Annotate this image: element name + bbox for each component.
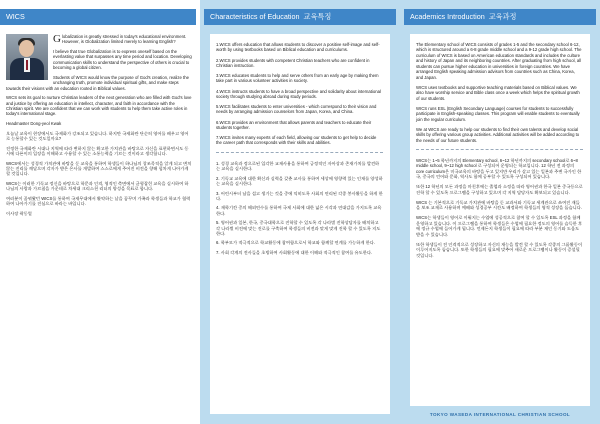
signature: Headmaster Dong-yeol Kwak [6,121,62,127]
list-item: 6. 학부모가 적극적으로 학교활동에 참여함으로서 학교와 함께할 연계를 가능하게 한다. [216,240,376,246]
paragraph: WICS uses textbooks and supportive teaching materials based on Biblical values. We also have worship service and Bible class once a week which helps the spiritual growth of our students. [416,84,580,101]
list-item: 3. 어린시부터 남을 섬고 생기는 것을 중에 익히도록 사회의 연리된 각종 봉사활동을 하게 한다. [216,190,383,201]
korean-paragraph: 또한 학생들이 전 인격적으로 성장하고 자신의 재능을 발견 할 수 있도록 각종의 그룹활동이 이루어지도록 돕습니다. 또한 학생들의 필요에 맞추어 새로운 프로그램이나 활동이 증설될 것입니다. [416,241,583,258]
headmaster-photo [6,34,48,80]
paragraph: WICS sets its goal to nurture Christian leaders of the next generation who are filled with God's love and justice by offering an education in intellect, character, and faith in accordance with the Christian spirit. We are confident that we can work with students to help them take active roles in today's international stage. [6,95,192,117]
divider [216,152,383,153]
list-item: 1. 성경 교육과 정으로된 입각한 교재사용을 통하여 긍정적인 자아상과 존재가치를 발견하는 교육을 실시한다. [216,160,380,172]
title-en: Academics Introduction [410,12,485,21]
korean-paragraph: WICS에서는 성경적 가치관에 바탕을 둔 교육을 통하여 학생들이 하나님의 창조목적을 알게 되고 변치않는 진리를 깨달으며 각자가 받은 은사를 개발하여 스스로에게 주어진 비전을 향해 힘차게 나아가게 할 것입니다. [6,160,192,177]
panel-title [404,9,596,25]
academics-card [410,34,590,406]
panel-title: WICS [0,9,196,25]
title-ko: 교육특징 [303,12,332,21]
korean-paragraph: 여러분이 꿈꿔왔던 WICS를 통하여 국제무대에서 활약하는 날을 꿈꾸며 가족과 학생들과 학교가 협력하여 나아가기를 진심으로 바라는 바입니다. [6,196,191,207]
list-item: 4.WICS instructs students to have a broad perspective and solidarity about international society through studying abroad during study periods. [216,88,381,99]
list-item: 5.WICS facilitates students to enter universities - which correspond to their vision and needs by arranging admission counselors from Japan, Korea, and China. [216,104,377,115]
paragraph: WICS runs ESL (English Secondary Language) courses for students to successfully participate in English-speaking classes. This program will enable students to eventually join the regular curriculum. [416,105,580,122]
divider [416,149,583,150]
panel-body [6,34,192,221]
korean-paragraph: WICS는 이러한 기독교 정신을 바탕으로 학문과 인격, 영적인 측면에서 균형잡힌 교육을 실시하여 하나님의 사랑과 가르침을 가운데로 차세대 크리스천 리더의 양성을 목표로 합니다. [6,181,189,192]
characteristics-card [210,34,390,414]
panel-wics [0,0,200,424]
korean-paragraph: WICS는 1~5 학년까지의 Elementary school, 6~12 학년까지의 secondary school로 6~8 middle school, 9~12 high school 로 구성되어 운영되는 학교입니다. 12 학년 전 과정의 core curriculum은 미국교육의 바탕을 두고 있지만 우리가 살고 있는 일본과 주변 국가인 한국, 중국의 언어와 문화, 역사도 함께 공부할 수 있도록 구성되어 있습니다. [416,158,582,180]
panel-title [204,9,396,25]
characteristics-list-ko [216,161,383,255]
paragraph: Students of WICS would know the purpose of God's creation, realize the unchanging truth, promote individual spiritual gifts, and make steps towards their visions with an education rooted in Biblical values. [6,74,189,91]
korean-paragraph: WICS는 학생들이 영어로 이뤄지는 수업에 성공적으로 참여 할 수 있도록 ESL 과정을 함께 운영하고 있습니다. 이 프로그램을 통하여 학생들은 수업에 필요한 정도의 영어를 습득한 후에 정규 수업에 들어가게 됩니다. 언제든지 학생들이 필요에 따라 부분 재인 동기와 도움도 받을 수 있습니다. [416,215,583,237]
drop-cap: G [53,33,61,45]
title-ko: 교육과정 [488,12,517,21]
list-item: 6.WICS provides an environment that allows parents and teachers to educate their students together. [216,119,372,130]
list-item: 7. 사회 각계의 전사들을 초빙하여 사회활동에 대한 이해와 적극적인 참여를 유도한다. [216,249,373,255]
paragraph: I believe that true Globalization is to express oneself based on the everlasting value that surpasses any time period and location. Developing communication skills to understand the perspective of others is crucial to becoming a global citizen. [53,49,192,71]
list-item: 2.WICS provides students with competent Christian teachers who are confident in Christian instruction. [216,57,370,68]
korean-paragraph: 또한 12 학년의 모든 과정을 마친후에는 졸업과 소정을 따라 영어권과 한국 일본 중국등으로 진학 할 수 있도록 프로그램을 구성하고 있으며 각 지역 담당자도 확보되고 있습니다. [416,184,583,195]
korean-paragraph: 오늘날 교육이 현장에서도 국제화가 강조되고 있습니다. 하지만 국제화란 단순히 영어를 배우고 영어로 능통할수 있는 것도일까요? [6,130,189,142]
list-item: 5. 영어권과 일본, 한국, 중국대학으로 진학할 수 있도록 각 나라별 진학상담자를 배치하고 각 나라별 비전에 맞는 진로를 구축하여 학생들의 비전과 맞게 맞게 진학 할 수 있도록 지도한다. [216,220,381,236]
characteristics-list [216,42,383,146]
list-item: 7.WICS invites many experts of each field, allowing our students to get help to decide the career path that corresponds with their skills and abilities. [216,135,377,146]
list-item: 1.WICS offers education that allows students to discover a positive self-image and self-worth by using textbooks based on Biblical education and curriculums. [216,42,380,53]
intro-text: lobalization is greatly stressed in today's educational environment. However, is Globalization limited merely to learning English? [61,34,187,45]
korean-signature: 이사장 곽동열 [6,211,32,217]
list-item: 2. 기독교 교육에 대한 확신과 실력을 갖춘 교사를 통하여 세상에 영향력 있는 인재를 양성하는 교육을 실시한다. [216,175,383,187]
list-item: 4. 재학기간 중의 해외연수를 통하여 국제 사회에 대한 넓은 시각과 연대감을 가지도록 교육한다. [216,205,382,216]
paragraph: We at WICS are ready to help our students to find their own talents and develop social skills by offering various group activities. Additional activities will be added according to the needs of our future students. [416,126,580,143]
korean-paragraph: 진정한 국제화란 시대나 지역에 따라 변하지 않는 확고한 가치관을 바탕으로 자신을 표현하면서도 동시에 다른이의 입장을 이해하고 수용할 수 있는 소통능력을 기르는 것이라고 생각합니다. [6,145,189,157]
paragraph: The Elementary school of WICS consists of grades 1-5 and the secondary school 6-12, which is structured around a 6-8 grade middle school and a 9-12 grade high school. The curriculum of WICS is based on American education standards and includes the culture and history of Japan and its neighboring countries. After graduating from high school, all students can pursue higher education in universities in foreign countries. We have arranged English speaking admission advisors from countries such as China, Korea, and Japan. [416,42,582,80]
korean-paragraph: WICS 는 기본적으로 기독교 가치관에 바탕을 둔 교과서와 기독교 세계관으로 쓰여진 재들을 보조 교재로 사용하며 예배와 성경공부 시간도 배정하여 학생들의 영적 성장을 돕습니다. [416,199,583,211]
list-item: 3.WICS educates students to help and serve others from an early age by making them take part in various volunteer activities in society. [216,73,379,84]
school-footer: TOKYO WASEDA INTERNATIONAL CHRISTIAN SCHOOL [429,412,571,417]
title-en: Characteristics of Education [210,12,300,21]
